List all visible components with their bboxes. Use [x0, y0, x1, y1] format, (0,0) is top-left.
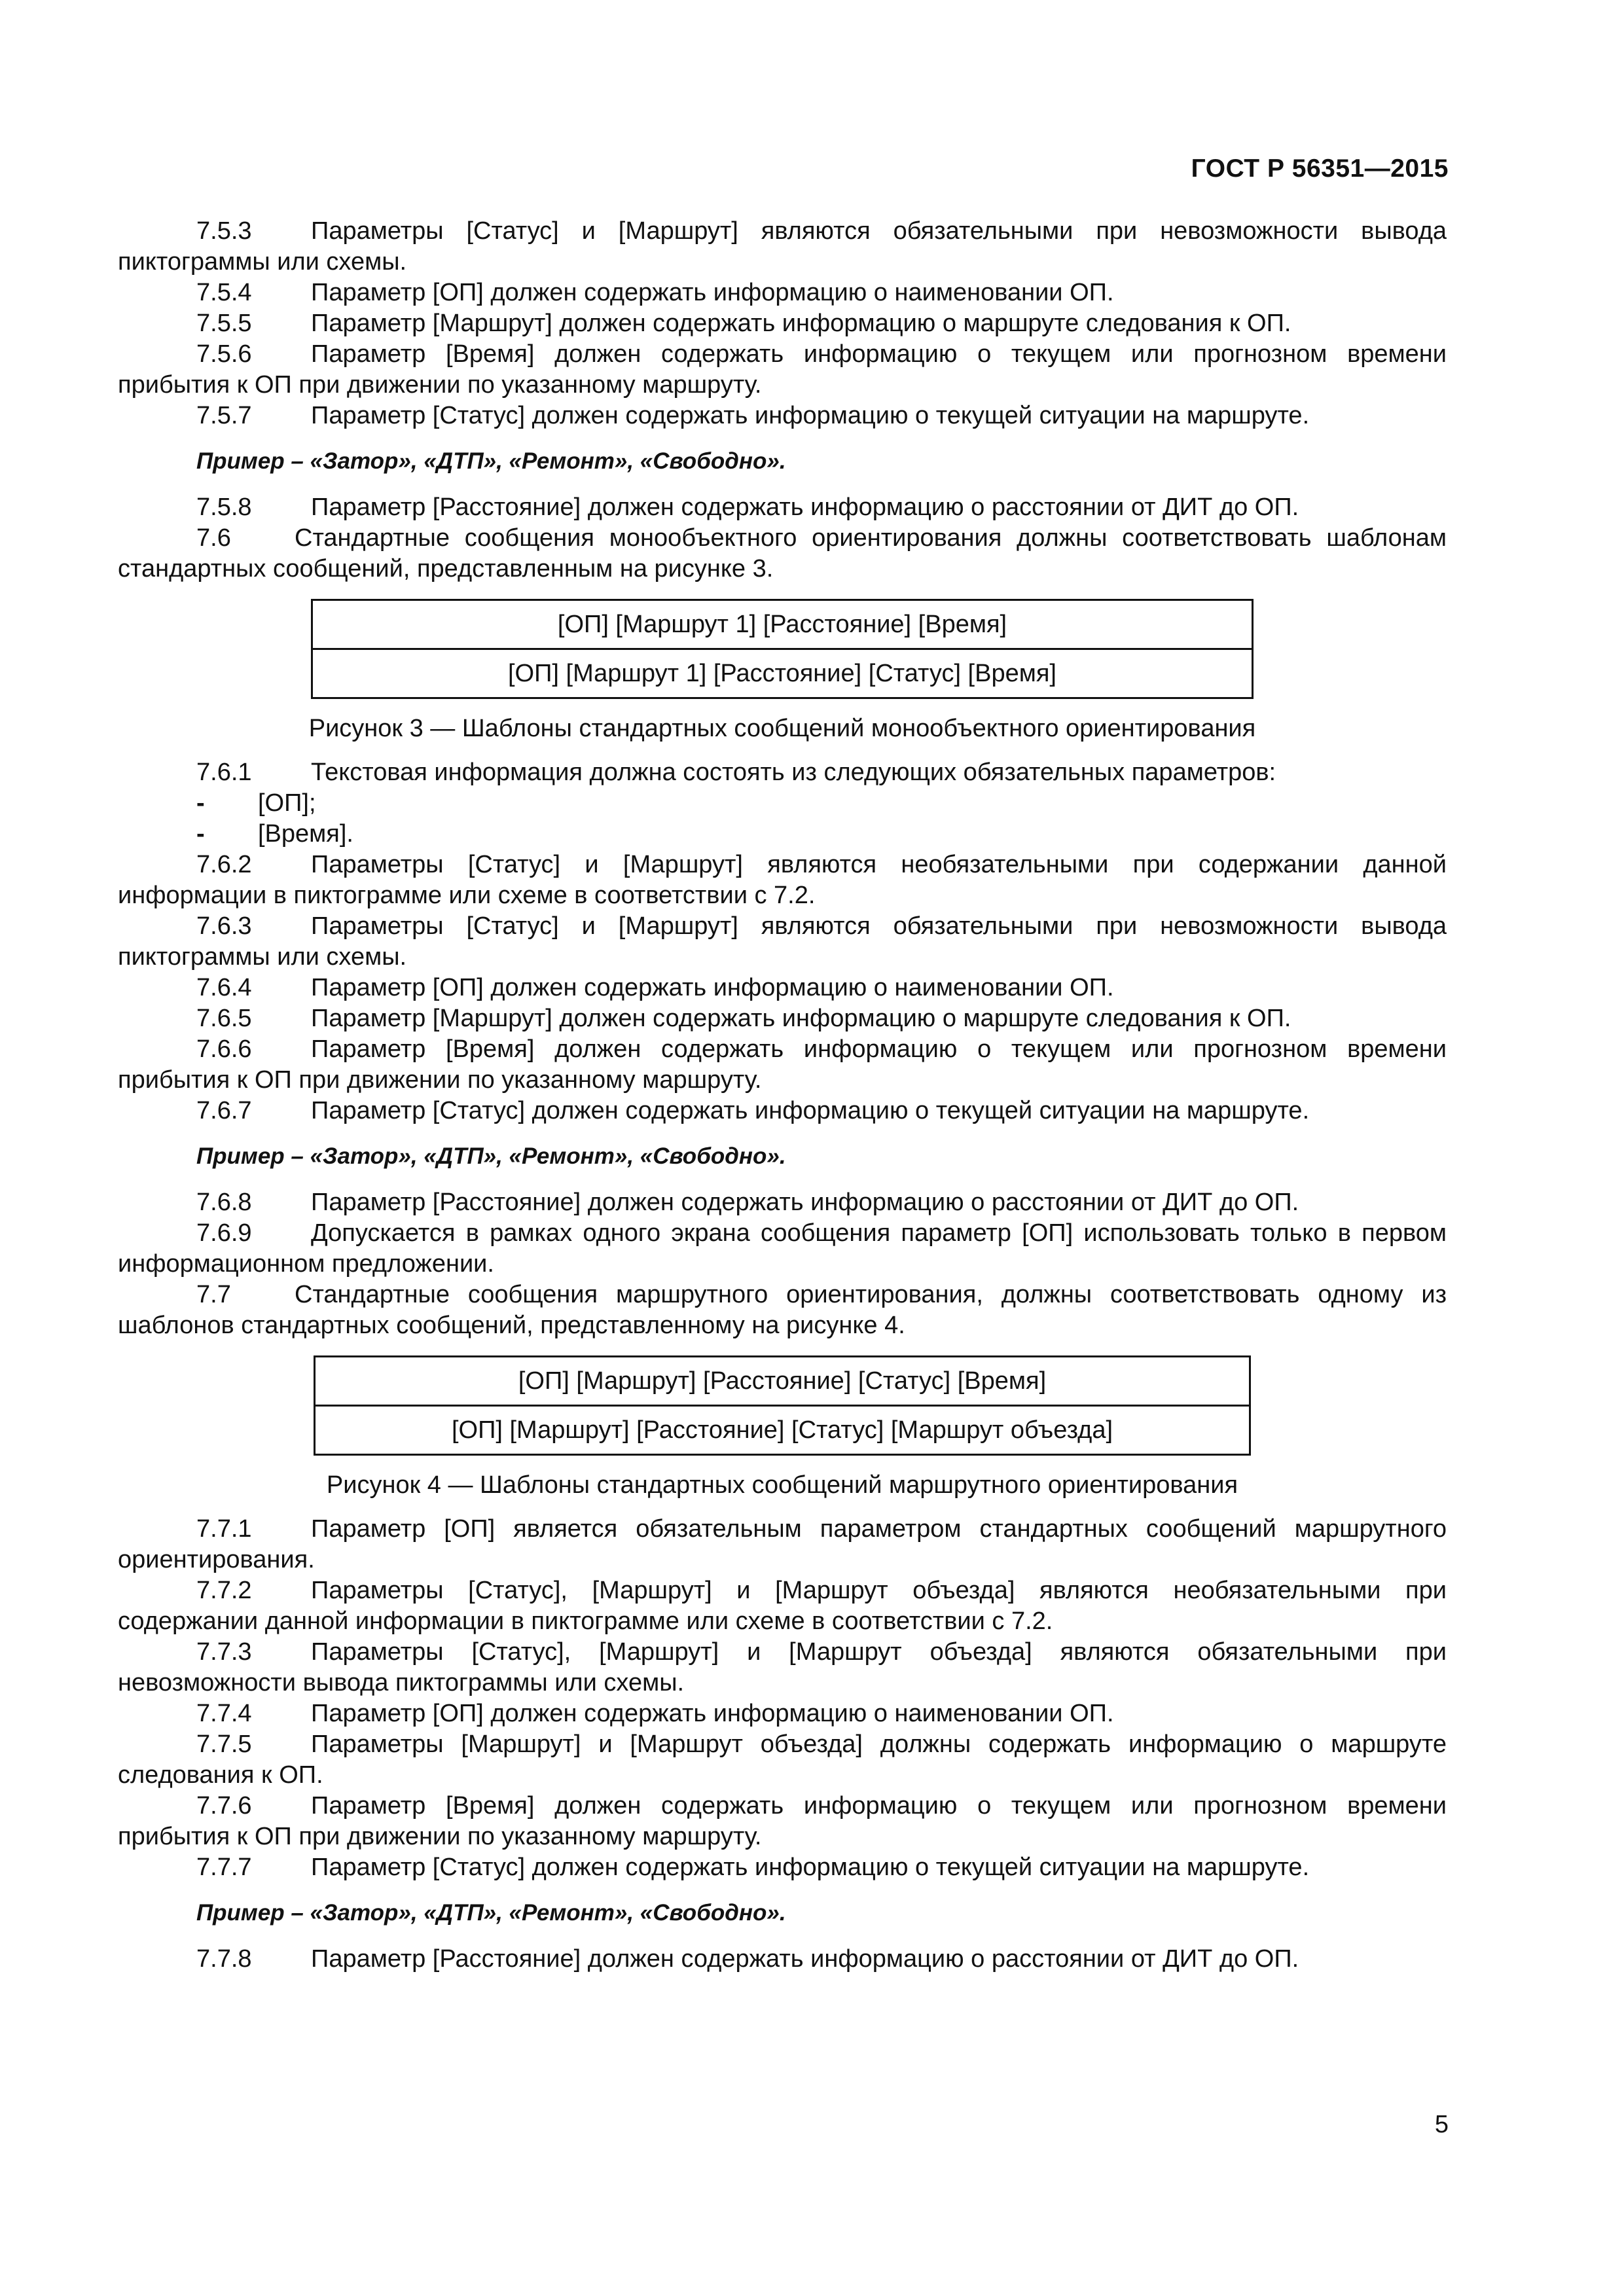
clause-text: Параметр [ОП] должен содержать информацию о наименовании ОП. — [311, 279, 1114, 306]
clause-number: 7.6.3 — [196, 912, 252, 940]
clause-text: Стандартные сообщения монообъектного ориентирования должны соответствовать шаблонам стандартных сообщений, представленным на рисунке 3. — [118, 524, 1447, 583]
list-dash: - — [196, 789, 205, 817]
clause-number: 7.6.5 — [196, 1005, 252, 1032]
clause-number: 7.7.6 — [196, 1792, 252, 1820]
clause-text: Параметры [Статус] и [Маршрут] являются обязательными при невозможности вывода пиктограммы или схемы. — [118, 217, 1447, 276]
example-note: Пример – «Затор», «ДТП», «Ремонт», «Свободно». — [196, 448, 786, 474]
clause-7-7 — [118, 1280, 1447, 1341]
clause-number: 7.7.2 — [196, 1577, 252, 1604]
clause-7-6-2 — [118, 850, 1447, 911]
example-note: Пример – «Затор», «ДТП», «Ремонт», «Свободно». — [196, 1900, 786, 1926]
template-row — [312, 649, 1253, 698]
clause-number: 7.6.9 — [196, 1219, 252, 1247]
clause-7-5-4 — [118, 278, 1447, 308]
clause-number: 7.6.6 — [196, 1035, 252, 1063]
figure-4-caption: Рисунок 4 — Шаблоны стандартных сообщений маршрутного ориентирования — [326, 1471, 1238, 1499]
template-cell: [ОП] [Маршрут 1] [Расстояние] [Время] — [312, 600, 1253, 649]
clause-number: 7.6 — [196, 524, 231, 552]
list-item-text: [ОП]; — [258, 789, 316, 817]
clause-number: 7.5.7 — [196, 402, 252, 429]
template-cell: [ОП] [Маршрут] [Расстояние] [Статус] [Время] — [315, 1357, 1250, 1406]
list-item-text: [Время]. — [258, 820, 353, 848]
clause-7-7-4 — [118, 1698, 1447, 1729]
clause-number: 7.5.6 — [196, 340, 252, 368]
clause-text: Параметр [Маршрут] должен содержать информацию о маршруте следования к ОП. — [311, 1005, 1291, 1032]
clause-number: 7.6.1 — [196, 759, 252, 786]
template-cell: [ОП] [Маршрут 1] [Расстояние] [Статус] [Время] — [312, 649, 1253, 698]
clause-7-6-8 — [118, 1187, 1447, 1218]
clause-text: Параметр [ОП] должен содержать информацию о наименовании ОП. — [311, 1700, 1114, 1727]
clause-number: 7.5.3 — [196, 217, 252, 245]
clause-7-5-6 — [118, 339, 1447, 401]
clause-number: 7.7.5 — [196, 1731, 252, 1758]
clause-text: Параметр [ОП] является обязательным параметром стандартных сообщений маршрутного ориентирования. — [118, 1515, 1447, 1573]
clause-number: 7.7.4 — [196, 1700, 252, 1727]
clause-7-7-6 — [118, 1791, 1447, 1852]
template-cell: [ОП] [Маршрут] [Расстояние] [Статус] [Маршрут объезда] — [315, 1406, 1250, 1455]
clause-text: Параметр [Статус] должен содержать информацию о текущей ситуации на маршруте. — [311, 402, 1310, 429]
clause-number: 7.6.7 — [196, 1097, 252, 1124]
list-item — [118, 788, 1447, 819]
list-dash: - — [196, 820, 205, 848]
clause-7-6-1 — [118, 757, 1447, 788]
clause-7-7-5 — [118, 1729, 1447, 1791]
clause-text: Параметр [Расстояние] должен содержать информацию о расстоянии от ДИТ до ОП. — [311, 493, 1299, 521]
clause-text: Параметр [Время] должен содержать информацию о текущем или прогнозном времени прибытия к ОП при движении по указанному маршруту. — [118, 1035, 1447, 1094]
clause-7-5-7 — [118, 401, 1447, 431]
figure-3-caption: Рисунок 3 — Шаблоны стандартных сообщений монообъектного ориентирования — [308, 715, 1256, 742]
clause-7-7-2 — [118, 1575, 1447, 1637]
clause-number: 7.7.1 — [196, 1515, 252, 1543]
clause-7-6-6 — [118, 1034, 1447, 1096]
clause-7-6-4 — [118, 973, 1447, 1003]
clause-number: 7.5.5 — [196, 310, 252, 337]
clause-text: Параметры [Статус] и [Маршрут] являются обязательными при невозможности вывода пиктограммы или схемы. — [118, 912, 1447, 971]
clause-text: Параметр [Время] должен содержать информацию о текущем или прогнозном времени прибытия к ОП при движении по указанному маршруту. — [118, 1792, 1447, 1850]
clause-text: Стандартные сообщения маршрутного ориентирования, должны соответствовать одному из шаблонов стандартных сообщений, представленному на рисунке 4. — [118, 1281, 1447, 1339]
page-number: 5 — [1434, 2111, 1449, 2138]
clause-7-6-7 — [118, 1096, 1447, 1126]
clause-7-6-9 — [118, 1218, 1447, 1280]
clause-number: 7.6.4 — [196, 974, 252, 1001]
clause-7-5-8 — [118, 492, 1447, 523]
clause-text: Параметры [Статус] и [Маршрут] являются необязательными при содержании данной информации в пиктограмме или схеме в соответствии с 7.2. — [118, 851, 1447, 909]
clause-7-6 — [118, 523, 1447, 584]
clause-number: 7.7 — [196, 1281, 231, 1308]
list-item — [118, 819, 1447, 850]
clause-7-6-3 — [118, 911, 1447, 973]
clause-number: 7.5.4 — [196, 279, 252, 306]
clause-7-7-3 — [118, 1637, 1447, 1698]
template-row — [312, 600, 1253, 649]
clause-number: 7.7.8 — [196, 1945, 252, 1973]
figure-3-template-table — [311, 599, 1254, 699]
document-id: ГОСТ Р 56351—2015 — [1191, 154, 1449, 183]
clause-number: 7.6.2 — [196, 851, 252, 878]
document-body — [118, 216, 1447, 1975]
clause-7-7-1 — [118, 1514, 1447, 1575]
clause-text: Параметр [Маршрут] должен содержать информацию о маршруте следования к ОП. — [311, 310, 1291, 337]
figure-4-template-table — [314, 1355, 1251, 1456]
clause-text: Параметр [Статус] должен содержать информацию о текущей ситуации на маршруте. — [311, 1097, 1310, 1124]
clause-text: Параметры [Статус], [Маршрут] и [Маршрут объезда] являются обязательными при невозможности вывода пиктограммы или схемы. — [118, 1638, 1447, 1696]
clause-7-5-5 — [118, 308, 1447, 339]
clause-text: Параметр [Статус] должен содержать информацию о текущей ситуации на маршруте. — [311, 1854, 1310, 1881]
template-row — [315, 1357, 1250, 1406]
clause-number: 7.6.8 — [196, 1189, 252, 1216]
clause-7-7-8 — [118, 1944, 1447, 1975]
clause-text: Текстовая информация должна состоять из следующих обязательных параметров: — [311, 759, 1276, 786]
clause-number: 7.7.3 — [196, 1638, 252, 1666]
clause-text: Параметр [Расстояние] должен содержать информацию о расстоянии от ДИТ до ОП. — [311, 1945, 1299, 1973]
template-row — [315, 1406, 1250, 1455]
clause-text: Параметры [Статус], [Маршрут] и [Маршрут объезда] являются необязательными при содержании данной информации в пиктограмме или схеме в соответствии с 7.2. — [118, 1577, 1447, 1635]
clause-number: 7.5.8 — [196, 493, 252, 521]
example-note: Пример – «Затор», «ДТП», «Ремонт», «Свободно». — [196, 1143, 786, 1169]
clause-text: Параметр [Расстояние] должен содержать информацию о расстоянии от ДИТ до ОП. — [311, 1189, 1299, 1216]
clause-text: Параметр [ОП] должен содержать информацию о наименовании ОП. — [311, 974, 1114, 1001]
clause-7-6-5 — [118, 1003, 1447, 1034]
clause-7-5-3 — [118, 216, 1447, 278]
clause-text: Параметр [Время] должен содержать информацию о текущем или прогнозном времени прибытия к ОП при движении по указанному маршруту. — [118, 340, 1447, 399]
clause-text: Параметры [Маршрут] и [Маршрут объезда] должны содержать информацию о маршруте следования к ОП. — [118, 1731, 1447, 1789]
clause-text: Допускается в рамках одного экрана сообщения параметр [ОП] использовать только в первом информационном предложении. — [118, 1219, 1447, 1278]
clause-number: 7.7.7 — [196, 1854, 252, 1881]
clause-7-7-7 — [118, 1852, 1447, 1883]
